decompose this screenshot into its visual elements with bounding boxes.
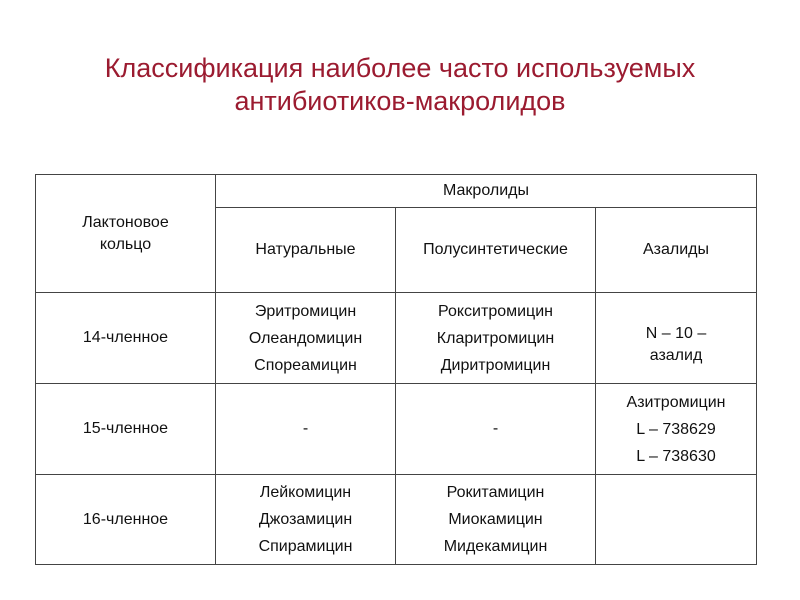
drug-name: Спореамицин	[254, 356, 357, 374]
drug-name: Олеандомицин	[248, 329, 363, 347]
table-row	[36, 293, 757, 384]
slide-title	[0, 52, 800, 118]
drug-name: Мидекамицин	[443, 538, 548, 555]
semisynthetic-cell	[396, 475, 596, 565]
drug-name: Рокитамицин	[446, 484, 545, 501]
drug-name: L – 738629	[636, 420, 716, 438]
natural-cell	[216, 293, 396, 384]
empty-dash: -	[492, 420, 499, 437]
ring-size-cell: 15-членное	[36, 384, 216, 475]
drug-name: Лейкомицин	[259, 484, 352, 501]
drug-name: Рокситромицин	[438, 302, 553, 320]
table-row	[36, 384, 757, 475]
drug-name: Спирамицин	[258, 538, 353, 555]
ring-size-cell: 14-членное	[36, 293, 216, 384]
drug-name: Эритромицин	[254, 302, 357, 320]
azalides-cell	[596, 475, 757, 565]
ring-size-cell: 16-членное	[36, 475, 216, 565]
header-lactone-ring	[36, 175, 216, 293]
natural-cell	[216, 384, 396, 475]
empty-dash: -	[302, 420, 309, 437]
header-lactone-ring-line-2: кольцо	[99, 235, 152, 253]
drug-name: L – 738630	[636, 447, 716, 465]
natural-cell	[216, 475, 396, 565]
drug-name: Диритромицин	[440, 356, 551, 374]
slide-title-line-1: Классификация наиболее часто используемых	[104, 53, 696, 83]
drug-name: Джозамицин	[258, 511, 353, 528]
header-row-1	[36, 175, 757, 208]
azalides-cell	[596, 293, 757, 384]
drug-name: азалид	[649, 347, 703, 364]
header-semisynthetic: Полусинтетические	[396, 208, 596, 293]
header-azalides: Азалиды	[596, 208, 757, 293]
semisynthetic-cell	[396, 384, 596, 475]
semisynthetic-cell	[396, 293, 596, 384]
header-macrolides: Макролиды	[216, 175, 757, 208]
table-row	[36, 475, 757, 565]
drug-name: N – 10 –	[645, 325, 707, 342]
header-lactone-ring-line-1: Лактоновое	[82, 213, 169, 231]
macrolides-table	[35, 174, 757, 565]
slide-title-line-2: антибиотиков-макролидов	[234, 86, 566, 116]
header-natural: Натуральные	[216, 208, 396, 293]
drug-name: Миокамицин	[448, 511, 543, 528]
azalides-cell	[596, 384, 757, 475]
drug-name: Азитромицин	[626, 393, 726, 411]
drug-name: Кларитромицин	[436, 329, 555, 347]
